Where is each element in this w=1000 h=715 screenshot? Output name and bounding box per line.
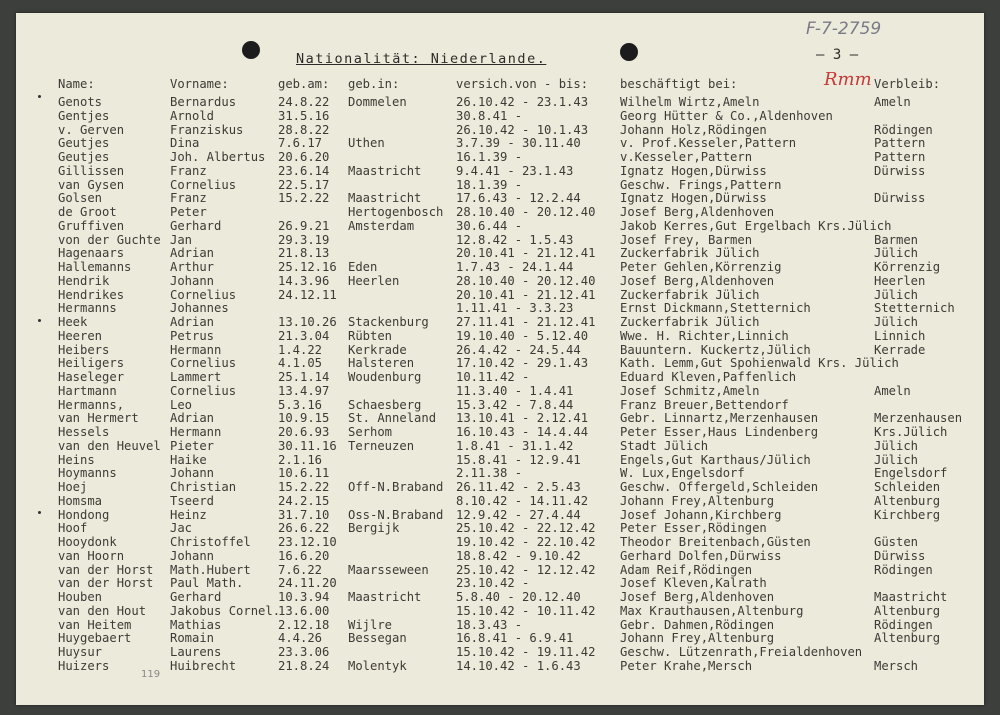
- cell-whereabouts: Güsten: [874, 535, 919, 549]
- cell-insured-period: 19.10.40 - 5.12.40: [456, 328, 589, 343]
- cell-birth-date: 25.1.14: [278, 370, 330, 384]
- cell-surname: Genots: [58, 95, 103, 109]
- header-geb-am: geb.am:: [278, 77, 330, 91]
- cell-insured-period: 1.7.43 - 24.1.44: [456, 260, 574, 274]
- cell-employer: v. Prof.Kesseler,Pattern: [620, 136, 797, 151]
- cell-employer: Johann Frey,Altenburg: [620, 493, 775, 508]
- cell-birth-date: 1.4.22: [278, 342, 323, 357]
- cell-first-name: Jan: [170, 232, 193, 247]
- cell-birth-place: Molentyk: [348, 658, 407, 673]
- cell-surname: Hendrik: [58, 273, 110, 288]
- cell-first-name: Johann: [170, 466, 215, 481]
- cell-birth-date: 24.2.15: [278, 493, 330, 508]
- cell-birth-date: 24.12.11: [278, 287, 337, 302]
- cell-surname: v. Gerven: [58, 122, 125, 137]
- cell-employer: Theodor Breitenbach,Güsten: [620, 535, 811, 549]
- cell-insured-period: 26.10.42 - 23.1.43: [456, 95, 589, 109]
- cell-employer: Eduard Kleven,Paffenlich: [620, 370, 797, 384]
- cell-surname: Houben: [58, 590, 103, 604]
- cell-employer: Geschw. Offergeld,Schleiden: [620, 480, 819, 494]
- cell-employer: Wilhelm Wirtz,Ameln: [620, 95, 760, 109]
- cell-employer: Ernst Dickmann,Stetternich: [620, 301, 811, 316]
- document-sheet: [16, 13, 984, 705]
- cell-first-name: Bernardus: [170, 95, 237, 109]
- cell-first-name: Christian: [170, 480, 237, 494]
- cell-birth-place: Amsterdam: [348, 218, 415, 233]
- cell-birth-place: Heerlen: [348, 273, 400, 288]
- cell-surname: Hoymanns: [58, 466, 117, 481]
- cell-whereabouts: Schleiden: [874, 480, 941, 494]
- archive-reference-number: F-7-2759: [806, 19, 882, 39]
- cell-birth-date: 13.4.97: [278, 383, 330, 398]
- cell-birth-date: 23.3.06: [278, 645, 330, 659]
- cell-surname: Heibers: [58, 342, 110, 357]
- cell-employer: Josef Johann,Kirchberg: [620, 507, 782, 522]
- cell-employer: Geschw. Lützenrath,Freialdenhoven: [620, 645, 863, 659]
- cell-first-name: Franz: [170, 191, 207, 206]
- cell-first-name: Mathias: [170, 617, 222, 632]
- cell-whereabouts: Pattern: [874, 136, 926, 151]
- cell-surname: Hagenaars: [58, 246, 125, 261]
- cell-first-name: Hermann: [170, 342, 222, 357]
- cell-birth-date: 26.9.21: [278, 218, 330, 233]
- cell-insured-period: 27.11.41 - 21.12.41: [456, 315, 596, 329]
- cell-birth-date: 31.5.16: [278, 108, 330, 123]
- cell-first-name: Adrian: [170, 246, 215, 261]
- margin-dot: [38, 511, 41, 514]
- cell-surname: Heeren: [58, 328, 103, 343]
- punch-hole-left: [242, 41, 260, 59]
- cell-insured-period: 12.9.42 - 27.4.44: [456, 507, 581, 522]
- cell-insured-period: 17.6.43 - 12.2.44: [456, 191, 581, 206]
- cell-insured-period: 15.10.42 - 10.11.42: [456, 603, 596, 618]
- cell-whereabouts: Krs.Jülich: [874, 425, 948, 439]
- cell-employer: Max Krauthausen,Altenburg: [620, 603, 804, 618]
- cell-birth-date: 21.3.04: [278, 328, 330, 343]
- cell-employer: Josef Schmitz,Ameln: [620, 383, 760, 398]
- cell-insured-period: 16.1.39 -: [456, 150, 523, 164]
- cell-first-name: Arnold: [170, 108, 215, 123]
- cell-birth-date: 22.5.17: [278, 177, 330, 192]
- cell-birth-place: Rübten: [348, 328, 393, 343]
- cell-first-name: Hermann: [170, 425, 222, 439]
- cell-insured-period: 19.10.42 - 22.10.42: [456, 535, 596, 549]
- cell-whereabouts: Rödingen: [874, 562, 933, 577]
- cell-birth-place: Oss-N.Braband: [348, 507, 444, 522]
- cell-whereabouts: Rödingen: [874, 122, 933, 137]
- cell-whereabouts: Dürwiss: [874, 191, 926, 206]
- cell-birth-date: 31.7.10: [278, 507, 330, 522]
- cell-first-name: Romain: [170, 631, 215, 646]
- cell-birth-date: 14.3.96: [278, 273, 330, 288]
- cell-employer: Johann Frey,Altenburg: [620, 631, 775, 646]
- cell-birth-date: 15.2.22: [278, 191, 330, 206]
- cell-whereabouts: Jülich: [874, 438, 919, 453]
- cell-birth-date: 21.8.13: [278, 246, 330, 261]
- cell-employer: v.Kesseler,Pattern: [620, 150, 753, 164]
- cell-surname: Hoej: [58, 480, 88, 494]
- header-vorname: Vorname:: [170, 77, 229, 91]
- cell-first-name: Cornelius: [170, 383, 237, 398]
- cell-whereabouts: Merzenhausen: [874, 411, 963, 426]
- cell-birth-place: Hertogenbosch: [348, 205, 444, 219]
- cell-whereabouts: Jülich: [874, 287, 919, 302]
- cell-first-name: Math.Hubert: [170, 562, 251, 577]
- cell-whereabouts: Rödingen: [874, 617, 933, 632]
- cell-birth-date: 10.9.15: [278, 411, 330, 426]
- cell-first-name: Paul Math.: [170, 576, 244, 591]
- cell-birth-date: 30.11.16: [278, 438, 337, 453]
- cell-first-name: Cornelius: [170, 287, 237, 302]
- cell-employer: Ignatz Hogen,Dürwiss: [620, 163, 767, 178]
- cell-insured-period: 5.8.40 - 20.12.40: [456, 590, 581, 604]
- cell-surname: van Hermert: [58, 411, 139, 426]
- cell-birth-place: Eden: [348, 260, 378, 274]
- cell-employer: Peter Gehlen,Körrenzig: [620, 260, 782, 274]
- cell-surname: von der Guchte: [58, 232, 161, 247]
- cell-first-name: Franziskus: [170, 122, 244, 137]
- cell-employer: Kath. Lemm,Gut Spohienwald Krs. Jülich: [620, 356, 899, 371]
- cell-whereabouts: Maastricht: [874, 590, 948, 604]
- cell-first-name: Franz: [170, 163, 207, 178]
- cell-first-name: Arthur: [170, 260, 215, 274]
- cell-insured-period: 26.11.42 - 2.5.43: [456, 480, 581, 494]
- cell-whereabouts: Heerlen: [874, 273, 926, 288]
- cell-employer: Gerhard Dolfen,Dürwiss: [620, 548, 782, 563]
- cell-first-name: Cornelius: [170, 177, 237, 192]
- cell-birth-date: 7.6.22: [278, 562, 323, 577]
- cell-birth-date: 23.6.14: [278, 163, 330, 178]
- cell-insured-period: 20.10.41 - 21.12.41: [456, 246, 596, 261]
- cell-birth-date: 20.6.20: [278, 150, 330, 164]
- cell-employer: Jakob Kerres,Gut Ergelbach Krs.Jülich: [620, 218, 892, 233]
- cell-employer: Bauuntern. Kuckertz,Jülich: [620, 342, 811, 357]
- cell-insured-period: 15.10.42 - 19.11.42: [456, 645, 596, 659]
- cell-employer: Georg Hütter & Co.,Aldenhoven: [620, 108, 833, 123]
- cell-birth-place: Schaesberg: [348, 397, 422, 412]
- cell-first-name: Tseerd: [170, 493, 215, 508]
- cell-birth-place: Halsteren: [348, 356, 415, 371]
- cell-birth-date: 16.6.20: [278, 548, 330, 563]
- cell-employer: Peter Esser,Rödingen: [620, 521, 767, 536]
- page-number: — 3 —: [816, 47, 859, 63]
- cell-whereabouts: Körrenzig: [874, 260, 941, 274]
- document-title: Nationalität: Niederlande.: [296, 51, 547, 67]
- cell-first-name: Johann: [170, 273, 215, 288]
- cell-employer: Franz Breuer,Bettendorf: [620, 397, 789, 412]
- cell-employer: Peter Esser,Haus Lindenberg: [620, 425, 819, 439]
- cell-whereabouts: Jülich: [874, 246, 919, 261]
- cell-first-name: Gerhard: [170, 590, 222, 604]
- cell-surname: Huizers: [58, 658, 110, 673]
- cell-employer: Johann Holz,Rödingen: [620, 122, 767, 137]
- punch-hole-right: [620, 43, 638, 61]
- cell-birth-place: St. Anneland: [348, 411, 437, 426]
- cell-birth-date: 13.6.00: [278, 603, 330, 618]
- cell-birth-place: Uthen: [348, 136, 385, 151]
- cell-surname: Huygebaert: [58, 631, 132, 646]
- cell-surname: Heiligers: [58, 356, 125, 371]
- cell-whereabouts: Dürwiss: [874, 548, 926, 563]
- cell-insured-period: 30.6.44 -: [456, 218, 523, 233]
- cell-insured-period: 15.8.41 - 12.9.41: [456, 452, 581, 467]
- cell-birth-place: Stackenburg: [348, 315, 429, 329]
- cell-employer: Adam Reif,Rödingen: [620, 562, 753, 577]
- header-geb-in: geb.in:: [348, 77, 400, 91]
- cell-birth-date: 29.3.19: [278, 232, 330, 247]
- cell-birth-date: 10.6.11: [278, 466, 330, 481]
- cell-surname: Homsma: [58, 493, 103, 508]
- cell-birth-place: Off-N.Braband: [348, 480, 444, 494]
- cell-birth-place: Maastricht: [348, 191, 422, 206]
- cell-whereabouts: Engelsdorf: [874, 466, 948, 481]
- cell-first-name: Peter: [170, 205, 207, 219]
- cell-insured-period: 16.10.43 - 14.4.44: [456, 425, 589, 439]
- cell-surname: van der Horst: [58, 576, 154, 591]
- cell-birth-place: Dommelen: [348, 95, 407, 109]
- cell-surname: Heek: [58, 315, 88, 329]
- cell-birth-date: 13.10.26: [278, 315, 337, 329]
- cell-first-name: Christoffel: [170, 535, 251, 549]
- cell-surname: Haseleger: [58, 370, 125, 384]
- cell-insured-period: 18.1.39 -: [456, 177, 523, 192]
- cell-whereabouts: Altenburg: [874, 631, 941, 646]
- cell-surname: Hallemanns: [58, 260, 132, 274]
- cell-surname: Hoof: [58, 521, 88, 536]
- cell-insured-period: 3.7.39 - 30.11.40: [456, 136, 581, 151]
- cell-birth-date: 7.6.17: [278, 136, 323, 151]
- cell-surname: Heins: [58, 452, 95, 467]
- handwritten-initials: Rmm: [824, 69, 872, 90]
- cell-employer: W. Lux,Engelsdorf: [620, 466, 745, 481]
- cell-first-name: Adrian: [170, 315, 215, 329]
- cell-insured-period: 16.8.41 - 6.9.41: [456, 631, 574, 646]
- cell-first-name: Heinz: [170, 507, 207, 522]
- cell-employer: Peter Krahe,Mersch: [620, 658, 753, 673]
- cell-birth-date: 24.8.22: [278, 95, 330, 109]
- header-name: Name:: [58, 77, 95, 91]
- cell-whereabouts: Stetternich: [874, 301, 955, 316]
- cell-insured-period: 30.8.41 -: [456, 108, 523, 123]
- cell-employer: Josef Berg,Aldenhoven: [620, 273, 775, 288]
- cell-employer: Josef Kleven,Kalrath: [620, 576, 767, 591]
- cell-insured-period: 18.8.42 - 9.10.42: [456, 548, 581, 563]
- cell-whereabouts: Altenburg: [874, 493, 941, 508]
- cell-insured-period: 12.8.42 - 1.5.43: [456, 232, 574, 247]
- cell-surname: Huysur: [58, 645, 103, 659]
- header-beschaeftigt: beschäftigt bei:: [620, 77, 738, 91]
- cell-birth-date: 10.3.94: [278, 590, 330, 604]
- cell-surname: Hooydonk: [58, 535, 117, 549]
- cell-whereabouts: Ameln: [874, 383, 911, 398]
- cell-birth-date: 15.2.22: [278, 480, 330, 494]
- cell-birth-place: Terneuzen: [348, 438, 415, 453]
- cell-first-name: Cornelius: [170, 356, 237, 371]
- cell-first-name: Adrian: [170, 411, 215, 426]
- cell-surname: van Gysen: [58, 177, 125, 192]
- cell-employer: Josef Berg,Aldenhoven: [620, 205, 775, 219]
- cell-surname: Hartmann: [58, 383, 117, 398]
- cell-employer: Josef Frey, Barmen: [620, 232, 753, 247]
- cell-birth-date: 21.8.24: [278, 658, 330, 673]
- cell-first-name: Leo: [170, 397, 193, 412]
- cell-insured-period: 26.4.42 - 24.5.44: [456, 342, 581, 357]
- cell-first-name: Pieter: [170, 438, 215, 453]
- cell-whereabouts: Linnich: [874, 328, 926, 343]
- cell-surname: van Hoorn: [58, 548, 125, 563]
- cell-insured-period: 20.10.41 - 21.12.41: [456, 287, 596, 302]
- cell-surname: Gillissen: [58, 163, 125, 178]
- cell-employer: Geschw. Frings,Pattern: [620, 177, 782, 192]
- cell-insured-period: 25.10.42 - 12.12.42: [456, 562, 596, 577]
- cell-birth-place: Woudenburg: [348, 370, 422, 384]
- cell-surname: van Heitem: [58, 617, 132, 632]
- cell-birth-date: 4.1.05: [278, 356, 323, 371]
- cell-employer: Josef Berg,Aldenhoven: [620, 590, 775, 604]
- cell-whereabouts: Kerrade: [874, 342, 926, 357]
- cell-insured-period: 10.11.42 -: [456, 370, 530, 384]
- cell-birth-date: 26.6.22: [278, 521, 330, 536]
- cell-birth-date: 5.3.16: [278, 397, 323, 412]
- cell-surname: van der Horst: [58, 562, 154, 577]
- cell-birth-date: 25.12.16: [278, 260, 337, 274]
- cell-surname: Geutjes: [58, 150, 110, 164]
- cell-birth-place: Kerkrade: [348, 342, 407, 357]
- cell-insured-period: 14.10.42 - 1.6.43: [456, 658, 581, 673]
- cell-surname: Gruffiven: [58, 218, 125, 233]
- cell-insured-period: 1.11.41 - 3.3.23: [456, 301, 574, 316]
- cell-insured-period: 2.11.38 -: [456, 466, 523, 481]
- cell-surname: Hondong: [58, 507, 110, 522]
- cell-birth-place: Bessegan: [348, 631, 407, 646]
- cell-insured-period: 9.4.41 - 23.1.43: [456, 163, 574, 178]
- cell-whereabouts: Mersch: [874, 658, 919, 673]
- header-versichert: versich.von - bis:: [456, 77, 589, 91]
- pencil-annotation: 119: [141, 669, 161, 680]
- cell-birth-place: Maastricht: [348, 590, 422, 604]
- cell-insured-period: 23.10.42 -: [456, 576, 530, 591]
- margin-dot: [38, 319, 41, 322]
- cell-first-name: Lammert: [170, 370, 222, 384]
- cell-first-name: Gerhard: [170, 218, 222, 233]
- cell-surname: Hendrikes: [58, 287, 125, 302]
- cell-birth-place: Serhom: [348, 425, 393, 439]
- cell-surname: Hermanns,: [58, 397, 125, 412]
- cell-first-name: Haike: [170, 452, 207, 467]
- cell-surname: van den Heuvel: [58, 438, 161, 453]
- cell-birth-date: 28.8.22: [278, 122, 330, 137]
- cell-insured-period: 18.3.43 -: [456, 617, 523, 632]
- cell-whereabouts: Jülich: [874, 452, 919, 467]
- cell-first-name: Dina: [170, 136, 200, 151]
- header-verbleib: Verbleib:: [874, 77, 941, 91]
- cell-insured-period: 1.8.41 - 31.1.42: [456, 438, 574, 453]
- cell-surname: Golsen: [58, 191, 103, 206]
- cell-whereabouts: Altenburg: [874, 603, 941, 618]
- cell-birth-place: Maastricht: [348, 163, 422, 178]
- cell-insured-period: 8.10.42 - 14.11.42: [456, 493, 589, 508]
- cell-birth-place: Wijlre: [348, 617, 393, 632]
- cell-whereabouts: Kirchberg: [874, 507, 941, 522]
- cell-insured-period: 15.3.42 - 7.8.44: [456, 397, 574, 412]
- cell-birth-date: 2.12.18: [278, 617, 330, 632]
- cell-employer: Stadt Jülich: [620, 438, 709, 453]
- cell-first-name: Laurens: [170, 645, 222, 659]
- cell-birth-date: 20.6.93: [278, 425, 330, 439]
- cell-whereabouts: Pattern: [874, 150, 926, 164]
- cell-birth-place: Maarsseween: [348, 562, 429, 577]
- cell-employer: Engels,Gut Karthaus/Jülich: [620, 452, 811, 467]
- cell-first-name: Petrus: [170, 328, 215, 343]
- cell-insured-period: 17.10.42 - 29.1.43: [456, 356, 589, 371]
- cell-birth-date: 24.11.20: [278, 576, 337, 591]
- cell-surname: van den Hout: [58, 603, 147, 618]
- cell-employer: Zuckerfabrik Jülich: [620, 287, 760, 302]
- cell-whereabouts: Barmen: [874, 232, 919, 247]
- cell-insured-period: 25.10.42 - 22.12.42: [456, 521, 596, 536]
- cell-birth-date: 2.1.16: [278, 452, 323, 467]
- cell-insured-period: 13.10.41 - 2.12.41: [456, 411, 589, 426]
- cell-insured-period: 28.10.40 - 20.12.40: [456, 205, 596, 219]
- cell-first-name: Jac: [170, 521, 193, 536]
- cell-employer: Gebr. Linnartz,Merzenhausen: [620, 411, 819, 426]
- cell-birth-place: Bergijk: [348, 521, 400, 536]
- cell-insured-period: 28.10.40 - 20.12.40: [456, 273, 596, 288]
- cell-first-name: Johannes: [170, 301, 229, 316]
- cell-first-name: Huibrecht: [170, 658, 237, 673]
- cell-surname: Geutjes: [58, 136, 110, 151]
- cell-birth-date: 4.4.26: [278, 631, 323, 646]
- cell-whereabouts: Dürwiss: [874, 163, 926, 178]
- cell-first-name: Johann: [170, 548, 215, 563]
- cell-employer: Ignatz Hogen,Dürwiss: [620, 191, 767, 206]
- cell-employer: Gebr. Dahmen,Rödingen: [620, 617, 775, 632]
- cell-first-name: Joh. Albertus: [170, 150, 266, 164]
- cell-surname: Hermanns: [58, 301, 117, 316]
- cell-birth-date: 23.12.10: [278, 535, 337, 549]
- cell-employer: Zuckerfabrik Jülich: [620, 315, 760, 329]
- cell-employer: Zuckerfabrik Jülich: [620, 246, 760, 261]
- margin-dot: [38, 95, 41, 98]
- cell-whereabouts: Jülich: [874, 315, 919, 329]
- cell-surname: de Groot: [58, 205, 117, 219]
- cell-employer: Wwe. H. Richter,Linnich: [620, 328, 789, 343]
- cell-surname: Hessels: [58, 425, 110, 439]
- cell-surname: Gentjes: [58, 108, 110, 123]
- cell-first-name: Jakobus Cornel.: [170, 603, 281, 618]
- cell-insured-period: 11.3.40 - 1.4.41: [456, 383, 574, 398]
- cell-whereabouts: Ameln: [874, 95, 911, 109]
- cell-insured-period: 26.10.42 - 10.1.43: [456, 122, 589, 137]
